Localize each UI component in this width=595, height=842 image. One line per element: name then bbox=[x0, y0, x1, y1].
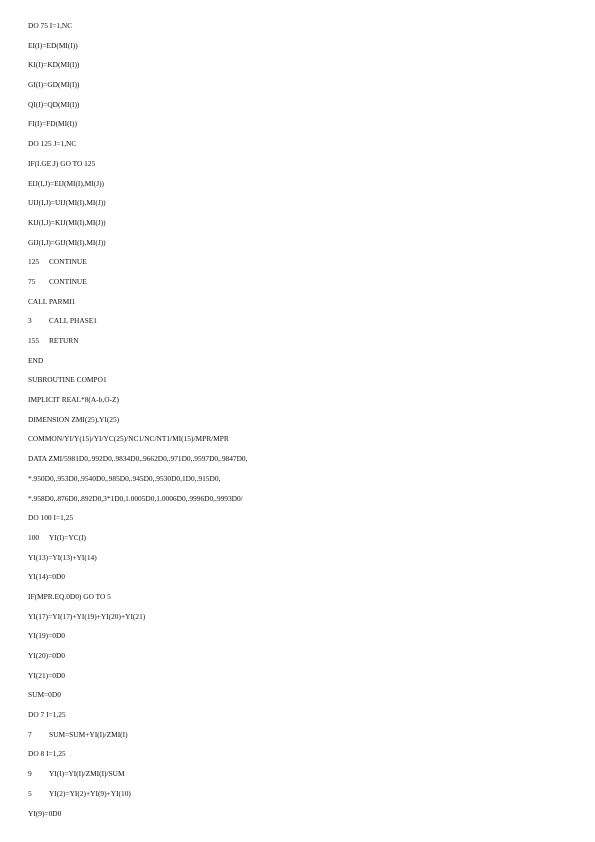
statement-text: DATA ZMI/5981D0,.992D0,.9834D0,.9662D0,.971D0,.9597D0,.9847D0, bbox=[28, 454, 248, 464]
statement-text: GI(I)=GD(MI(I)) bbox=[28, 80, 80, 90]
code-line bbox=[28, 666, 568, 686]
statement-text: COMMON/YI/Y(15)/YI/YC(25)/NC1/NC/NT1/MI(15)/MPR/MPR bbox=[28, 434, 229, 444]
code-line bbox=[28, 193, 568, 213]
code-listing bbox=[28, 16, 568, 823]
statement-text: *.958D0,.876D0,.892D0,3*1D0,1.0005D0,1.0006D0,.9996D0,.9993D0/ bbox=[28, 493, 243, 503]
code-line bbox=[28, 233, 568, 253]
statement-text: QI(I)=QD(MI(I)) bbox=[28, 99, 80, 109]
code-line bbox=[28, 685, 568, 705]
statement-text: IMPLICIT REAL*8(A-b,O-Z) bbox=[28, 395, 120, 405]
statement-text: *.950D0,.953D0,.9540D0,.985D0,.945D0,.9530D0,1D0,.915D0, bbox=[28, 473, 221, 483]
statement-text: YI(13)=YI(13)+YI(14) bbox=[28, 552, 97, 562]
statement-text: YI(I)=YC(I) bbox=[49, 532, 87, 542]
code-line bbox=[28, 646, 568, 666]
statement-text: YI(14)=0D0 bbox=[28, 572, 66, 582]
statement-text: YI(19)=0D0 bbox=[28, 631, 66, 641]
code-line bbox=[28, 272, 568, 292]
statement-text: DO 7 I=1,25 bbox=[28, 710, 66, 720]
code-line bbox=[28, 587, 568, 607]
statement-text: IF(I.GE.J) GO TO 125 bbox=[28, 158, 96, 168]
code-line bbox=[28, 548, 568, 568]
statement-text: EIJ(I,J)=EIJ(MI(I),MI(J)) bbox=[28, 178, 104, 188]
code-line bbox=[28, 626, 568, 646]
code-line bbox=[28, 75, 568, 95]
code-line bbox=[28, 469, 568, 489]
code-line bbox=[28, 370, 568, 390]
statement-text: KI(I)=KD(MI(I)) bbox=[28, 60, 80, 70]
statement-text: SUBROUTINE COMPO1 bbox=[28, 375, 107, 385]
statement-text: FI(I)=FD(MI(I)) bbox=[28, 119, 77, 129]
code-line bbox=[28, 154, 568, 174]
statement-text: DO 75 I=1,NC bbox=[28, 21, 73, 30]
statement-text: YI(17)=YI(17)+YI(19)+YI(20)+YI(21) bbox=[28, 611, 146, 621]
code-line bbox=[28, 390, 568, 410]
code-line bbox=[28, 134, 568, 154]
code-line bbox=[28, 331, 568, 351]
code-line bbox=[28, 410, 568, 430]
code-line bbox=[28, 351, 568, 371]
statement-text: UIJ(I,J)=UIJ(MI(I),MI(J)) bbox=[28, 198, 106, 208]
statement-label: 5 bbox=[28, 788, 32, 798]
statement-label: 155 bbox=[28, 336, 40, 345]
statement-text: DIMENSION ZMI(25),YI(25) bbox=[28, 414, 120, 424]
code-line bbox=[28, 55, 568, 75]
statement-text: KIJ(I,J)=KIJ(MI(I),MI(J)) bbox=[28, 217, 106, 227]
statement-text: YI(2)=YI(2)+YI(9)+YI(10) bbox=[49, 788, 131, 798]
statement-text: SUM=0D0 bbox=[28, 690, 61, 700]
code-line bbox=[28, 95, 568, 115]
statement-text: DO 125 J=1,NC bbox=[28, 139, 77, 149]
code-line bbox=[28, 725, 568, 745]
code-line bbox=[28, 114, 568, 134]
statement-text: CONTINUE bbox=[49, 276, 87, 286]
statement-label: 7 bbox=[28, 729, 32, 739]
statement-text: YI(9)=0D0 bbox=[28, 808, 62, 818]
code-line bbox=[28, 449, 568, 469]
statement-text: DO 8 I=1,25 bbox=[28, 749, 66, 759]
statement-text: DO 100 I=1,25 bbox=[28, 513, 74, 523]
statement-label: 9 bbox=[28, 769, 32, 779]
code-line bbox=[28, 508, 568, 528]
statement-text: EI(I)=ED(MI(I)) bbox=[28, 40, 78, 50]
statement-text: YI(21)=0D0 bbox=[28, 670, 66, 680]
code-line bbox=[28, 252, 568, 272]
statement-label: 100 bbox=[28, 532, 40, 542]
code-line bbox=[28, 429, 568, 449]
statement-text: IF(MPR.EQ.0D0) GO TO 5 bbox=[28, 591, 111, 601]
code-line bbox=[28, 784, 568, 804]
code-line bbox=[28, 744, 568, 764]
code-line bbox=[28, 311, 568, 331]
statement-label: 3 bbox=[28, 316, 32, 326]
code-line bbox=[28, 607, 568, 627]
code-line bbox=[28, 16, 568, 36]
statement-text: CALL PHASE1 bbox=[49, 316, 97, 326]
code-line bbox=[28, 528, 568, 548]
statement-text: END bbox=[28, 355, 44, 365]
code-line bbox=[28, 174, 568, 194]
statement-text: GIJ(I,J)=GIJ(MI(I),MI(J)) bbox=[28, 237, 106, 247]
statement-text: RETURN bbox=[49, 336, 79, 345]
statement-text: YI(20)=0D0 bbox=[28, 651, 66, 660]
code-line bbox=[28, 489, 568, 509]
code-line bbox=[28, 764, 568, 784]
code-line bbox=[28, 213, 568, 233]
statement-text: CONTINUE bbox=[49, 257, 87, 267]
code-line bbox=[28, 804, 568, 824]
code-line bbox=[28, 705, 568, 725]
statement-label: 75 bbox=[28, 276, 36, 286]
statement-text: CALL PARMI1 bbox=[28, 296, 76, 306]
statement-label: 125 bbox=[28, 257, 40, 267]
statement-text: SUM=SUM+YI(I)/ZMI(I) bbox=[49, 729, 128, 739]
statement-text: YI(I)=YI(I)/ZMI(I)/SUM bbox=[49, 769, 125, 779]
code-line bbox=[28, 36, 568, 56]
code-line bbox=[28, 292, 568, 312]
code-line bbox=[28, 567, 568, 587]
